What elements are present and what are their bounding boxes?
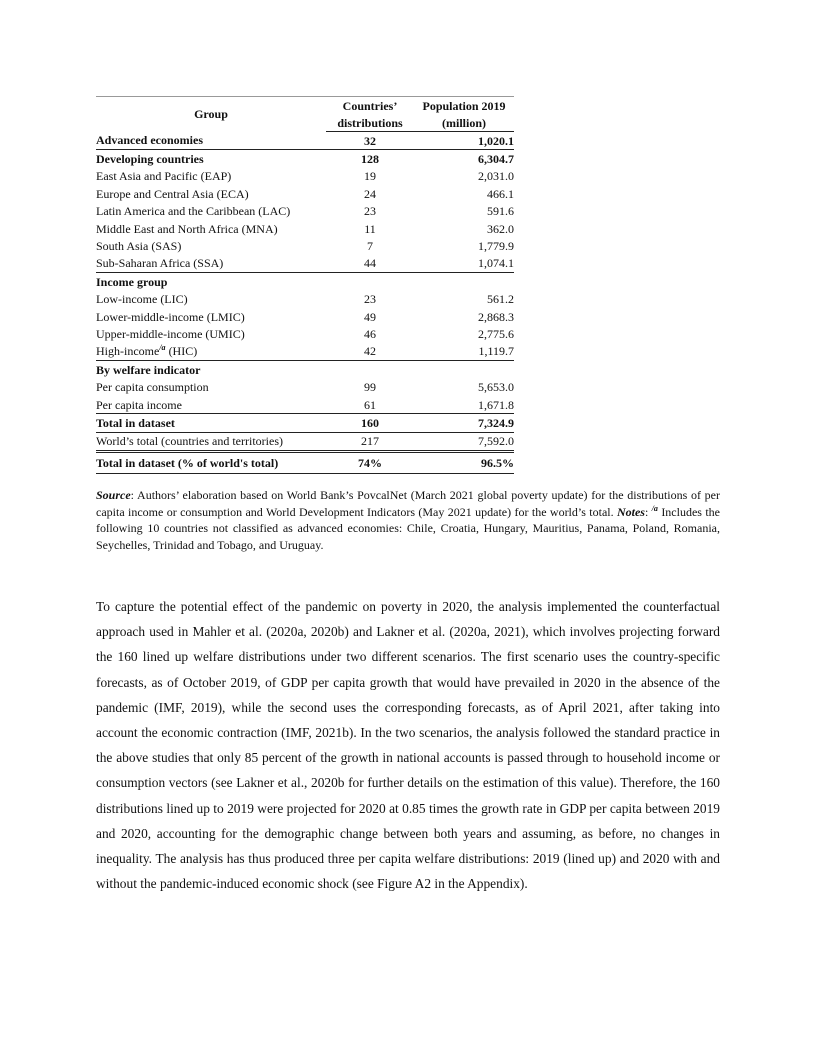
table-row	[96, 308, 514, 325]
row-population: 7,592.0	[414, 432, 514, 451]
row-population: 7,324.9	[414, 414, 514, 432]
header-population-line1: Population 2019	[414, 97, 514, 115]
row-label: Europe and Central Asia (ECA)	[96, 186, 249, 201]
table-source-note: Source: Authors’ elaboration based on World Bank’s PovcalNet (March 2021 global poverty update) for the distributions of per capita income or consumption and World Development Indicators (May 2021 update) for the world’s total. Notes: $^{/a}$ Includes the following 10 countries not classified as advanced economies: Chile, Croatia, Hungary, Mauritius, Panama, Poland, Romania, Seychelles, Trinidad and Tobago, and Uruguay.	[96, 488, 720, 552]
row-label: Total in dataset	[96, 414, 326, 432]
row-countries: 7	[367, 239, 373, 254]
table-row	[96, 378, 514, 395]
header-population-line2: (million)	[414, 114, 514, 132]
row-countries: 23	[364, 292, 376, 307]
row-population: 1,020.1	[414, 132, 514, 150]
row-label: Developing countries	[96, 152, 204, 167]
row-label: Sub-Saharan Africa (SSA)	[96, 255, 326, 273]
row-label: Low-income (LIC)	[96, 292, 188, 307]
row-countries: 46	[364, 326, 376, 341]
notes-text: Includes the following 10 countries not classified as advanced economies: Chile, Croatia, Hungary, Mauritius, Panama, Poland, Romania, Seychelles, Trinidad and Tobago, and Uruguay.	[96, 504, 720, 552]
row-countries: 11	[364, 221, 376, 236]
row-population: 96.5%	[414, 452, 514, 474]
row-countries: 61	[326, 396, 414, 414]
row-population: 1,119.7	[414, 343, 514, 361]
row-countries: 24	[364, 186, 376, 201]
table-row	[96, 168, 514, 185]
row-countries: 99	[364, 380, 376, 395]
table-row	[96, 203, 514, 220]
table-section-row	[96, 361, 514, 379]
row-countries: 19	[364, 169, 376, 184]
section-income-group: Income group	[96, 274, 168, 289]
row-population: 362.0	[487, 221, 514, 236]
row-label: Per capita consumption	[96, 380, 209, 395]
table-row	[96, 325, 514, 342]
row-label: Middle East and North Africa (MNA)	[96, 221, 278, 236]
row-countries: 128	[361, 152, 379, 167]
row-label: Upper-middle-income (UMIC)	[96, 326, 245, 341]
row-population: 6,304.7	[478, 152, 514, 167]
table-header-row-1	[96, 97, 514, 115]
row-population: 591.6	[487, 204, 514, 219]
section-welfare-indicator: By welfare indicator	[96, 362, 201, 377]
row-countries: 42	[326, 343, 414, 361]
row-countries: 32	[326, 132, 414, 150]
source-label: Source	[96, 488, 131, 502]
row-label: East Asia and Pacific (EAP)	[96, 169, 232, 184]
table-section-row	[96, 273, 514, 291]
row-population: 5,653.0	[478, 380, 514, 395]
table-row	[96, 414, 514, 432]
header-group: Group	[96, 97, 326, 132]
row-countries: 160	[326, 414, 414, 432]
table-row	[96, 255, 514, 273]
table-row	[96, 185, 514, 202]
row-label: Per capita income	[96, 396, 326, 414]
footnote-marker: /a	[651, 503, 658, 513]
table-row	[96, 220, 514, 237]
table-row	[96, 237, 514, 254]
row-countries: 217	[326, 432, 414, 451]
source-text: : Authors’ elaboration based on World Bank’s PovcalNet (March 2021 global poverty update) for the distributions of per capita income or consumption and World Development Indicators (May 2021 update) for the world’s total.	[96, 488, 720, 519]
table-row	[96, 291, 514, 308]
population-table	[96, 96, 514, 474]
row-population: 2,868.3	[478, 309, 514, 324]
row-countries: 74%	[326, 452, 414, 474]
body-paragraph: To capture the potential effect of the pandemic on poverty in 2020, the analysis implemented the counterfactual approach used in Mahler et al. (2020a, 2020b) and Lakner et al. (2020a, 2021), which involves projecting forward the 160 lined up welfare distributions under two different scenarios. The first scenario uses the country-specific forecasts, as of October 2019, of GDP per capita growth that would have prevailed in 2020 in the absence of the pandemic (IMF, 2019), while the second uses the corresponding forecasts, as of April 2021, after taking into account the economic contraction (IMF, 2021b). In the two scenarios, the analysis followed the standard practice in the above studies that only 85 percent of the growth in national accounts is passed through to household income or consumption vectors (see Lakner et al., 2020b for further details on the estimation of this value). Therefore, the 160 distributions lined up to 2019 were projected for 2020 at 0.85 times the growth rate in GDP per capita between 2019 and 2020, accounting for the demographic change between both years and assuming, as before, no changes in inequality. The analysis has thus produced three per capita welfare distributions: 2019 (lined up) and 2020 with and without the pandemic-induced economic shock (see Figure A2 in the Appendix).	[96, 599, 720, 892]
footnote-marker: /a	[159, 343, 166, 353]
row-label: Lower-middle-income (LMIC)	[96, 309, 245, 324]
row-countries: 23	[364, 204, 376, 219]
row-countries: 49	[364, 309, 376, 324]
table-row	[96, 432, 514, 451]
row-population: 1,074.1	[414, 255, 514, 273]
header-countries-line2: distributions	[326, 114, 414, 132]
table-row	[96, 452, 514, 474]
table-row	[96, 132, 514, 150]
header-countries-line1: Countries’	[326, 97, 414, 115]
row-countries: 44	[326, 255, 414, 273]
row-label: Total in dataset (% of world's total)	[96, 452, 326, 474]
row-population: 1,779.9	[478, 239, 514, 254]
table-row	[96, 396, 514, 414]
row-population: 561.2	[487, 292, 514, 307]
row-population: 466.1	[487, 186, 514, 201]
row-label: World’s total (countries and territories)	[96, 432, 326, 451]
notes-label: Notes	[616, 504, 645, 519]
table-row	[96, 343, 514, 361]
row-population: 1,671.8	[414, 396, 514, 414]
row-population: 2,775.6	[478, 326, 514, 341]
row-label: Advanced economies	[96, 132, 326, 150]
row-population: 2,031.0	[478, 169, 514, 184]
table-row	[96, 150, 514, 168]
row-label: High-income$^{/a}$ (HIC)	[96, 343, 326, 361]
row-label: Latin America and the Caribbean (LAC)	[96, 204, 291, 219]
row-label: South Asia (SAS)	[96, 239, 182, 254]
